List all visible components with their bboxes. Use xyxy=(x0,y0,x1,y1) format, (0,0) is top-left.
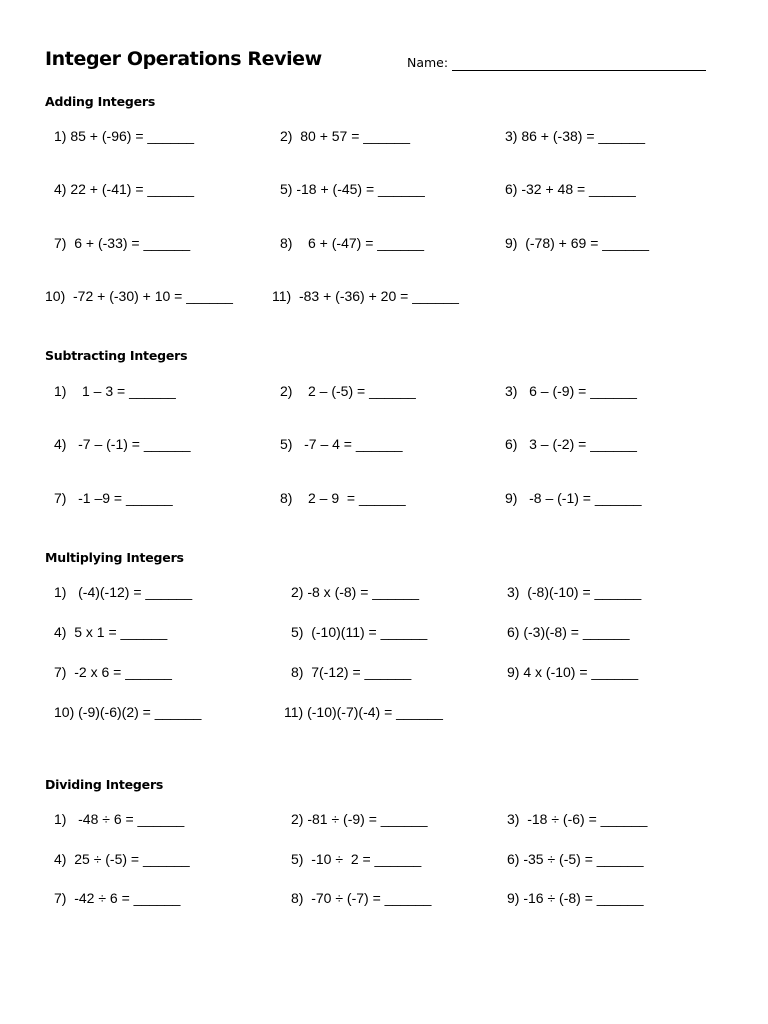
adding-problem-1: 1) 85 + (-96) = ______ xyxy=(54,128,195,144)
name-blank-line[interactable] xyxy=(452,70,706,71)
subtracting-problem-5: 5) -7 – 4 = ______ xyxy=(280,436,403,452)
dividing-problem-6: 6) -35 ÷ (-5) = ______ xyxy=(507,851,644,867)
dividing-problem-7: 7) -42 ÷ 6 = ______ xyxy=(54,890,181,906)
adding-problem-11: 11) -83 + (-36) + 20 = ______ xyxy=(272,288,459,304)
section-heading-subtracting: Subtracting Integers xyxy=(45,348,188,363)
subtracting-problem-7: 7) -1 –9 = ______ xyxy=(54,490,173,506)
subtracting-problem-2: 2) 2 – (-5) = ______ xyxy=(280,383,416,399)
adding-problem-3: 3) 86 + (-38) = ______ xyxy=(505,128,646,144)
dividing-problem-8: 8) -70 ÷ (-7) = ______ xyxy=(291,890,432,906)
multiplying-problem-9: 9) 4 x (-10) = ______ xyxy=(507,664,639,680)
section-heading-dividing: Dividing Integers xyxy=(45,777,164,792)
adding-problem-7: 7) 6 + (-33) = ______ xyxy=(54,235,191,251)
multiplying-problem-7: 7) -2 x 6 = ______ xyxy=(54,664,172,680)
multiplying-problem-8: 8) 7(-12) = ______ xyxy=(291,664,412,680)
subtracting-problem-4: 4) -7 – (-1) = ______ xyxy=(54,436,191,452)
page-title: Integer Operations Review xyxy=(45,48,322,70)
name-label: Name: xyxy=(407,55,449,70)
subtracting-problem-9: 9) -8 – (-1) = ______ xyxy=(505,490,642,506)
section-heading-multiplying: Multiplying Integers xyxy=(45,550,184,565)
subtracting-problem-8: 8) 2 – 9 = ______ xyxy=(280,490,406,506)
multiplying-problem-6: 6) (-3)(-8) = ______ xyxy=(507,624,630,640)
dividing-problem-4: 4) 25 ÷ (-5) = ______ xyxy=(54,851,190,867)
dividing-problem-1: 1) -48 ÷ 6 = ______ xyxy=(54,811,185,827)
section-heading-adding: Adding Integers xyxy=(45,94,156,109)
multiplying-problem-1: 1) (-4)(-12) = ______ xyxy=(54,584,193,600)
multiplying-problem-3: 3) (-8)(-10) = ______ xyxy=(507,584,642,600)
adding-problem-6: 6) -32 + 48 = ______ xyxy=(505,181,636,197)
adding-problem-5: 5) -18 + (-45) = ______ xyxy=(280,181,425,197)
multiplying-problem-2: 2) -8 x (-8) = ______ xyxy=(291,584,420,600)
multiplying-problem-11: 11) (-10)(-7)(-4) = ______ xyxy=(284,704,443,720)
adding-problem-9: 9) (-78) + 69 = ______ xyxy=(505,235,649,251)
adding-problem-10: 10) -72 + (-30) + 10 = ______ xyxy=(45,288,233,304)
subtracting-problem-6: 6) 3 – (-2) = ______ xyxy=(505,436,637,452)
adding-problem-4: 4) 22 + (-41) = ______ xyxy=(54,181,195,197)
dividing-problem-3: 3) -18 ÷ (-6) = ______ xyxy=(507,811,648,827)
subtracting-problem-1: 1) 1 – 3 = ______ xyxy=(54,383,176,399)
multiplying-problem-4: 4) 5 x 1 = ______ xyxy=(54,624,168,640)
multiplying-problem-10: 10) (-9)(-6)(2) = ______ xyxy=(54,704,202,720)
adding-problem-2: 2) 80 + 57 = ______ xyxy=(280,128,410,144)
dividing-problem-5: 5) -10 ÷ 2 = ______ xyxy=(291,851,422,867)
adding-problem-8: 8) 6 + (-47) = ______ xyxy=(280,235,424,251)
multiplying-problem-5: 5) (-10)(11) = ______ xyxy=(291,624,428,640)
dividing-problem-9: 9) -16 ÷ (-8) = ______ xyxy=(507,890,644,906)
subtracting-problem-3: 3) 6 – (-9) = ______ xyxy=(505,383,637,399)
dividing-problem-2: 2) -81 ÷ (-9) = ______ xyxy=(291,811,428,827)
